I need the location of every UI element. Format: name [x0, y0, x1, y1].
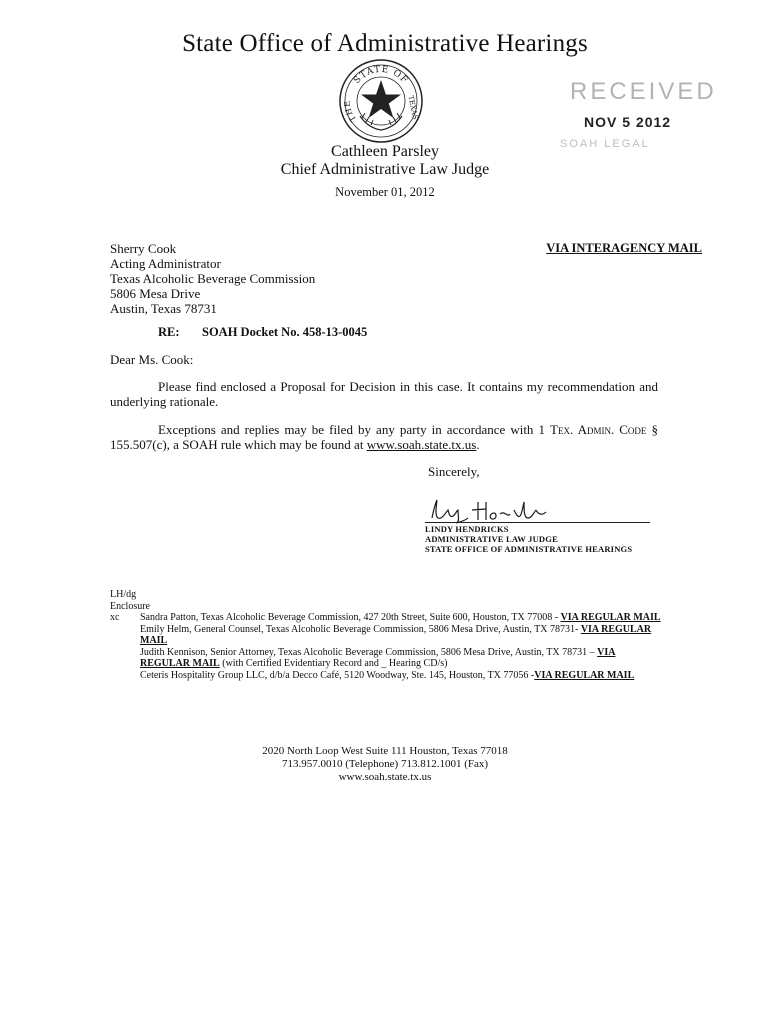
cc-recipient: Judith Kennison, Senior Attorney, Texas Alcoholic Beverage Commission, 5806 Mesa Drive, Austin, TX 78731 – [140, 646, 598, 658]
cc-item [140, 647, 665, 670]
soah-website-link[interactable]: www.soah.state.tx.us [366, 437, 477, 452]
enclosure-notes [110, 589, 150, 613]
cc-label: xc [110, 612, 120, 623]
cc-recipient: Emily Helm, General Counsel, Texas Alcoholic Beverage Commission, 5806 Mesa Drive, Austin, TX 78731- [140, 623, 581, 635]
cc-via: VIA REGULAR MAIL [140, 623, 652, 646]
recipient-address [110, 241, 315, 316]
body-paragraph-1 [110, 379, 658, 409]
cc-item [140, 670, 665, 682]
signer-name: LINDY HENDRICKS [425, 524, 509, 534]
cc-via: VIA REGULAR MAIL [534, 669, 635, 681]
cc-note: (with Certified Evidentiary Record and _ Hearing CD/s) [219, 658, 448, 669]
signer-office: STATE OFFICE OF ADMINISTRATIVE HEARINGS [425, 544, 633, 554]
letterhead-footer [0, 745, 770, 784]
enclosure-label: Enclosure [110, 601, 150, 612]
footer-address: 2020 North Loop West Suite 111 Houston, Texas 77018 [262, 745, 508, 757]
paragraph-2-middle: § 155.507(c), a SOAH rule which may be found at [110, 422, 658, 452]
body-paragraph-2 [110, 422, 658, 452]
signer-title: ADMINISTRATIVE LAW JUDGE [425, 534, 558, 544]
agency-title: State Office of Administrative Hearings [182, 30, 588, 57]
seal-right-text: TEXAS [406, 94, 420, 121]
docket-number: SOAH Docket No. 458-13-0045 [202, 325, 368, 339]
address-line: 5806 Mesa Drive [110, 286, 201, 301]
seal-top-text: STATE OF [352, 64, 410, 86]
stamp-received-text: RECEIVED [570, 78, 717, 105]
paragraph-2-prefix: Exceptions and replies may be filed by any party in accordance with 1 [158, 422, 551, 437]
texas-star-seal-icon [338, 58, 424, 144]
address-line: Texas Alcoholic Beverage Commission [110, 271, 316, 286]
address-line: Austin, Texas 78731 [110, 301, 217, 316]
footer-website[interactable]: www.soah.state.tx.us [338, 771, 432, 783]
typist-initials: LH/dg [110, 589, 137, 600]
cc-list [140, 612, 665, 681]
paragraph-2-suffix: . [476, 437, 480, 452]
closing: Sincerely, [428, 464, 480, 479]
footer-phones: 713.957.0010 (Telephone) 713.812.1001 (Fax) [281, 758, 489, 770]
re-label: RE: [158, 325, 180, 339]
cc-item [140, 624, 665, 647]
paragraph-1-text: Please find enclosed a Proposal for Decision in this case. It contains my recommendation and underlying rationale. [110, 379, 658, 409]
re-line [158, 325, 367, 340]
signature-line [425, 522, 650, 523]
cc-recipient: Sandra Patton, Texas Alcoholic Beverage Commission, 427 20th Street, Suite 600, Houston, TX 77008 - [140, 612, 561, 623]
judge-title: Chief Administrative Law Judge [280, 161, 490, 178]
stamp-faint-text: SOAH LEGAL [560, 138, 650, 150]
cc-item [140, 612, 665, 624]
handwritten-signature [420, 496, 560, 524]
address-line: Acting Administrator [110, 256, 221, 271]
address-line: Sherry Cook [110, 241, 177, 256]
letter-date: November 01, 2012 [335, 185, 435, 199]
delivery-method: VIA INTERAGENCY MAIL [546, 241, 702, 255]
citation: Tex. Admin. Code [550, 422, 647, 437]
cc-recipient: Ceteris Hospitality Group LLC, d/b/a Decco Café, 5120 Woodway, Ste. 145, Houston, TX 77056 - [140, 669, 535, 681]
cc-via: VIA REGULAR MAIL [140, 646, 616, 669]
stamp-date: NOV 5 2012 [584, 114, 672, 130]
cc-via: VIA REGULAR MAIL [560, 612, 661, 623]
seal-left-text: THE [342, 99, 358, 124]
salutation: Dear Ms. Cook: [110, 352, 194, 367]
signer-block [425, 524, 632, 554]
judge-name: Cathleen Parsley [331, 143, 439, 160]
